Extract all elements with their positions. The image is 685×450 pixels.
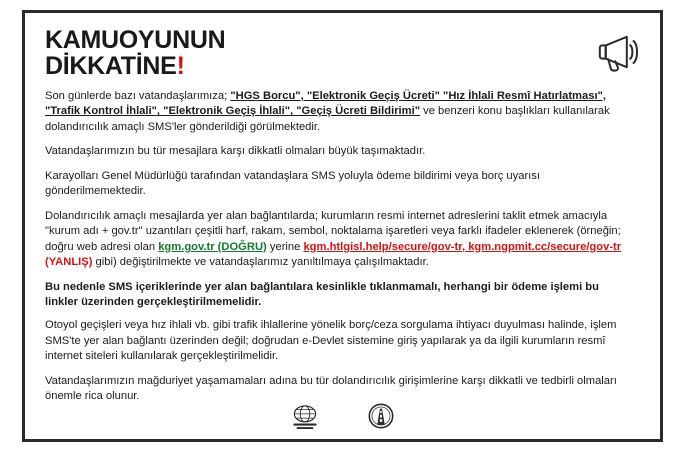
paragraph-3 (45, 169, 625, 200)
title-line-1: KAMUOYUNUN (45, 26, 226, 54)
kgm-emblem-icon (364, 399, 398, 433)
p5-text: Bu nedenle SMS içeriklerinde yer alan bağlantılara kesinlikle tıklanmamalı, herhangi bir ödeme işlemi bu linkler üzerinden gerçekleştirilmemelidir. (45, 280, 599, 308)
p3-text: Karayolları Genel Müdürlüğü tarafından vatandaşlara SMS yoluyla ödeme bildirimi veya borç uyarısı gönderilmemektedir. (45, 169, 540, 198)
megaphone-icon (588, 25, 642, 79)
ministry-emblem-icon (288, 399, 322, 433)
paragraph-6 (45, 318, 625, 364)
p4-part-c: gibi) değiştirilmekte ve vatandaşlarımız yanıltılmaya çalışılmaktadır. (92, 256, 429, 269)
footer-logos (25, 399, 660, 433)
paragraph-2 (45, 144, 625, 159)
p4-part-a: Dolandırıcılık amaçlı mesajlarda yer alan bağlantılarda; kurumların resmi internet adreslerini taklit etmek amacıyla "kurum adı + gov.tr" uzantıları çeşitli harf, rakam, sembol, noktalama işaretleri veya farklı ifadeler eklenerek (örneğin; doğru web adresi olan (45, 209, 621, 253)
correct-domain-link: kgm.gov.tr (DOĞRU) (158, 240, 267, 253)
title-line-2: DİKKATİNE (45, 52, 177, 80)
page-title (45, 27, 515, 79)
notice-card (22, 10, 663, 442)
p2-text: Vatandaşlarımızın bu tür mesajlara karşı dikkatli olmaları büyük taşımaktadır. (45, 145, 426, 158)
fraudulent-domain-links: kgm.htlgisl.help/secure/gov-tr, kgm.ngpmit.cc/secure/gov-tr (303, 240, 622, 253)
p1-part-a: Son günlerde bazı vatandaşlarımıza; (45, 90, 231, 102)
paragraph-5-warning (45, 280, 625, 311)
p6-text: Otoyol geçişleri veya hız ihlali vb. gibi trafik ihlallerine yönelik borç/ceza sorgulama ihtiyacı duyulması halinde, işlem SMS'te yer alan bağlantı üzerinden değil; doğrudan e-Devlet sistemine giriş yapılarak ya da ilgili kurumların resmî internet siteleri kullanılarak gerçekleştirilmelidir. (45, 319, 617, 363)
paragraph-4 (45, 209, 625, 271)
p1-part-b: ve benzeri konu başlıkları kullanılarak dolandırıcılık amaçlı SMS'ler gönderildiği görülmektedir. (45, 105, 610, 133)
p4-part-b: yerine (266, 240, 304, 253)
title-exclamation: ! (176, 52, 185, 80)
wrong-label: (YANLIŞ) (45, 256, 93, 269)
paragraph-1 (45, 89, 625, 135)
p1-quoted-subjects: "HGS Borcu", "Elektronik Geçiş Ücreti" "Hız İhlali Resmî Hatırlatması", "Trafik Kontrol İhlali", "Elektronik Geçiş İhlali", "Geçiş Ücreti Bildirimi" (45, 90, 606, 118)
p7-text: Vatandaşlarımızın mağduriyet yaşamamaları adına bu tür dolandırıcılık girişimlerine karşı dikkatli ve tedbirli olmaları önemle rica olunur. (45, 374, 617, 403)
